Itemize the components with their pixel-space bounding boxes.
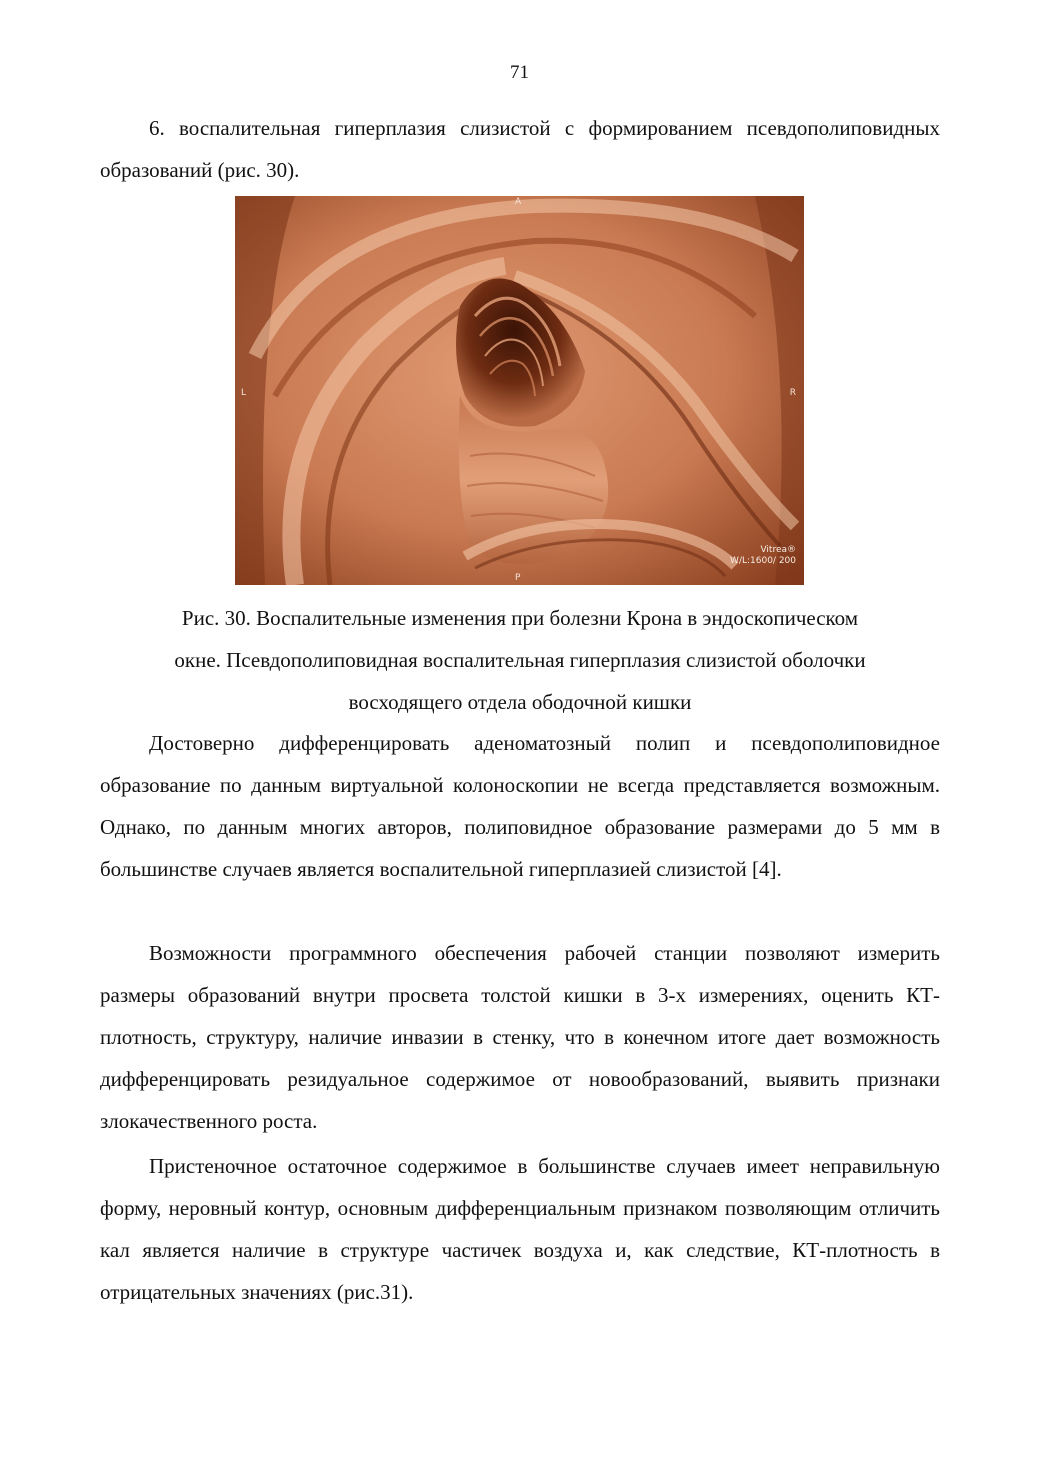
paragraph-1: Достоверно дифференцировать аденоматозный полип и псевдополиповидное образование по данным виртуальной колоноскопии не всегда представляется возможным. Однако, по данным многих авторов, полиповидное образование размерами до 5 мм в большинстве случаев является воспалительной гиперплазией слизистой [4].	[100, 731, 940, 881]
orientation-posterior-label: P	[515, 573, 521, 583]
virtual-colonoscopy-figure	[235, 196, 804, 585]
page-number: 71	[510, 62, 529, 83]
figure-caption	[100, 597, 940, 723]
caption-line-1: Рис. 30. Воспалительные изменения при болезни Крона в эндоскопическом	[181, 606, 859, 630]
caption-line-3: восходящего отдела ободочной кишки	[348, 690, 692, 714]
orientation-right-label: R	[789, 388, 796, 398]
caption-line-2: окне. Псевдополиповидная воспалительная гиперплазия слизистой оболочки	[174, 648, 866, 672]
endoscopic-render	[235, 196, 804, 585]
paragraph-3: Пристеночное остаточное содержимое в большинстве случаев имеет неправильную форму, неровный контур, основным дифференциальным признаком позволяющим отличить кал является наличие в структуре частичек воздуха и, как следствие, КТ-плотность в отрицательных значениях (рис.31).	[100, 1154, 940, 1304]
viewer-overlay	[730, 545, 796, 567]
orientation-left-label: L	[241, 388, 247, 398]
list-item-text: 6. воспалительная гиперплазия слизистой с формированием псевдополиповидных образований (рис. 30).	[100, 116, 940, 182]
window-level-label: W/L:1600/ 200	[730, 556, 796, 566]
orientation-anterior-label: A	[515, 197, 522, 207]
paragraph-2: Возможности программного обеспечения рабочей станции позволяют измерить размеры образований внутри просвета толстой кишки в 3-х измерениях, оценить КТ-плотность, структуру, наличие инвазии в стенку, что в конечном итоге дает возможность дифференцировать резидуальное содержимое от новообразований, выявить признаки злокачественного роста.	[100, 941, 940, 1133]
vendor-label: Vitrea®	[760, 545, 796, 555]
